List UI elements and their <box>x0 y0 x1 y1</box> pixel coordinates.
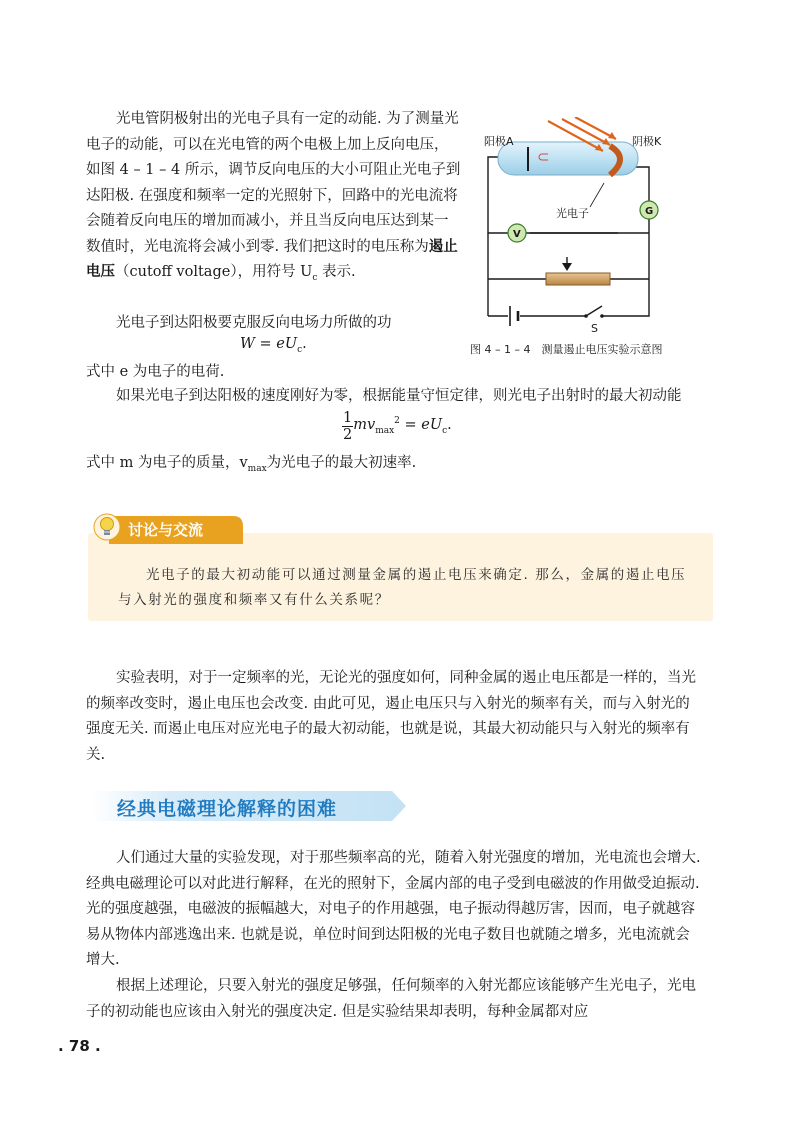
rheostat <box>546 273 610 285</box>
page-number: . 78 . <box>58 1037 101 1055</box>
energy-equation: $\frac{1}{2}$ $mv_{max}^2 = eU_c$. <box>343 410 452 443</box>
intro-paragraph: 光电管阴极射出的光电子具有一定的动能. 为了测量光电子的动能，可以在光电管的两个电极上加上反向电压，如图 4 – 1 – 4 所示，调节反向电压的大小可阻止光电子到达阳极. 在强度和频率一定的光照射下，回路中的光电流将会随着反向电压的增加而减小，并且当反向电压达到某一数值时，光电流将会减小到零. 我们把这时的电压称为遏止电压（cutoff voltage），用符号 $U_c$ 表示. <box>86 111 461 283</box>
work-line: 光电子到达阳极要克服反向电场力所做的功 <box>116 315 392 331</box>
discussion-text: 光电子的最大初动能可以通过测量金属的遏止电压来确定. 那么，金属的遏止电压与入射光的强度和频率又有什么关系呢？ <box>118 567 687 608</box>
cutoff-voltage-circuit-diagram <box>470 117 692 357</box>
rheostat-slider-icon <box>562 263 572 271</box>
cathode-label: 阴极K <box>632 135 662 148</box>
work-note: 式中 e 为电子的电荷. <box>86 364 225 380</box>
term-cutoff-voltage: 遏止电压 <box>86 238 458 280</box>
energy-note: 式中 m 为电子的质量，$v_{max}$为光电子的最大初速率. <box>86 455 417 474</box>
work-equation: $W = eU_c$. <box>240 336 307 355</box>
discussion-title: 讨论与交流 <box>128 521 204 539</box>
classical-paragraph-1: 人们通过大量的实验发现，对于那些频率高的光，随着入射光强度的增加，光电流也会增大. 经典电磁理论可以对此进行解释，在光的照射下，金属内部的电子受到电磁波的作用做受迫振动. 光的强度越强，电磁波的振幅越大，对电子的作用越强，电子振动得越厉害，因而，电子就越容易从物体内部逃逸出来. 也就是说，单位时间到达阳极的光电子数目也就随之增多，光电流就会增大. <box>86 850 701 968</box>
anode-label: 阳极A <box>484 135 514 148</box>
experiment-paragraph: 实验表明，对于一定频率的光，无论光的强度如何，同种金属的遏止电压都是一样的，当光的频率改变时，遏止电压也会改变. 由此可见，遏止电压只与入射光的频率有关，而与入射光的强度无关. 而遏止电压对应光电子的最大初动能，也就是说，其最大初动能只与入射光的频率有关. <box>86 670 696 763</box>
galvanometer-label: G <box>645 206 654 217</box>
switch-lever <box>586 306 602 316</box>
electron-label: 光电子 <box>556 207 589 220</box>
figure-caption: 图 4 – 1 – 4 测量遏止电压实验示意图 <box>470 343 663 356</box>
classical-paragraph-2: 根据上述理论，只要入射光的强度足够强，任何频率的入射光都应该能够产生光电子，光电子的初动能也应该由入射光的强度决定. 但是实验结果却表明，每种金属都对应 <box>86 978 696 1020</box>
section-title: 经典电磁理论解释的困难 <box>117 798 338 820</box>
switch-label: S <box>591 322 598 335</box>
voltmeter-label: V <box>513 229 521 240</box>
energy-line: 如果光电子到达阳极的速度刚好为零，根据能量守恒定律，则光电子出射时的最大初动能 <box>116 388 682 404</box>
